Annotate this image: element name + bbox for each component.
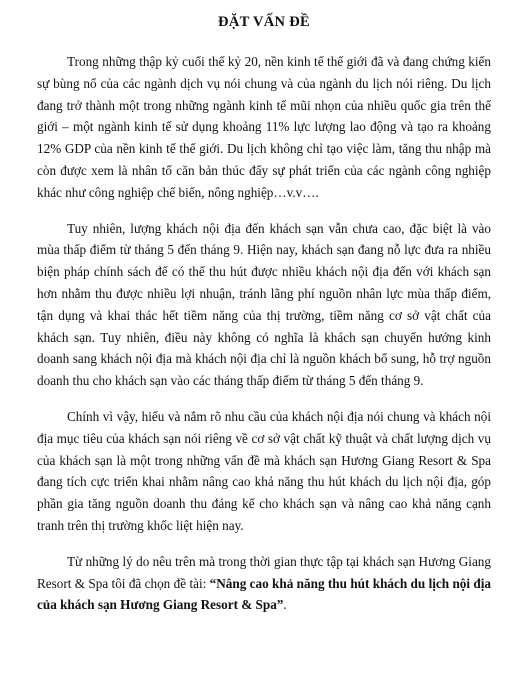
page-title: ĐẶT VẤN ĐỀ (218, 14, 310, 30)
paragraph-domestic-guests: Tuy nhiên, lượng khách nội địa đến khách sạn vẫn chưa cao, đặc biệt là vào mùa thấp điểm từ tháng 5 đến tháng 9. Hiện nay, khách sạn đang nỗ lực đưa ra nhiều biện pháp chính sách để có thể thu hút được nhiều khách nội địa đến với khách sạn hơn nhằm thu được nhiều lợi nhuận, tránh lãng phí nguồn nhân lực mùa thấp điểm, tận dụng và khai thác hết tiềm năng của thị trường, tiềm năng cơ sở vật chất của khách sạn. Tuy nhiên, điều này không có nghĩa là khách sạn chuyển hướng kinh doanh sang khách nội địa mà khách nội địa chỉ là nguồn khách bổ sung, hỗ trợ nguồn doanh thu cho khách sạn vào các tháng thấp điểm từ tháng 5 đến tháng 9. (37, 220, 491, 389)
topic-title: “Nâng cao khả năng thu hút khách du lịch nội địa của khách sạn Hương Giang Resort & Spa” (37, 575, 491, 613)
paragraph-needs: Chính vì vậy, hiểu và nắm rõ nhu cầu của khách nội địa nói chung và khách nội địa mục tiêu của khách sạn nói riêng về cơ sở vật chất kỹ thuật và chất lượng dịch vụ của khách sạn là một trong những vấn đề mà khách sạn Hương Giang Resort & Spa đang tích cực triển khai nhằm nâng cao khả năng thu hút khách du lịch nội địa, góp phần gia tăng nguồn doanh thu đáng kể cho khách sạn và nâng cao khả năng cạnh tranh trên thị trường khốc liệt hiện nay. (37, 408, 491, 533)
paragraph-topic-end: . (283, 597, 287, 613)
paragraph-topic-text: Từ những lý do nêu trên mà trong thời gian thực tập tại khách sạn Hương Giang Resort & Spa tôi đã chọn đề tài: (37, 553, 491, 591)
paragraph-topic (37, 551, 491, 616)
paragraph-intro: Trong những thập kỷ cuối thế kỷ 20, nền kinh tế thế giới đã và đang chứng kiến sự bùng nổ của các ngành dịch vụ nói chung và của ngành du lịch nói riêng. Du lịch đang trở thành một trong những ngành kinh tế mũi nhọn của nhiều quốc gia trên thế giới – một ngành kinh tế sử dụng khoảng 11% lực lượng lao động và tạo ra khoảng 12% GDP của nền kinh tế thế giới. Du lịch không chỉ tạo việc làm, tăng thu nhập mà còn được xem là nhân tố căn bản thúc đẩy sự phát triển của các ngành công nghiệp khác như công nghiệp chế biến, nông nghiệp…v.v…. (37, 54, 491, 200)
